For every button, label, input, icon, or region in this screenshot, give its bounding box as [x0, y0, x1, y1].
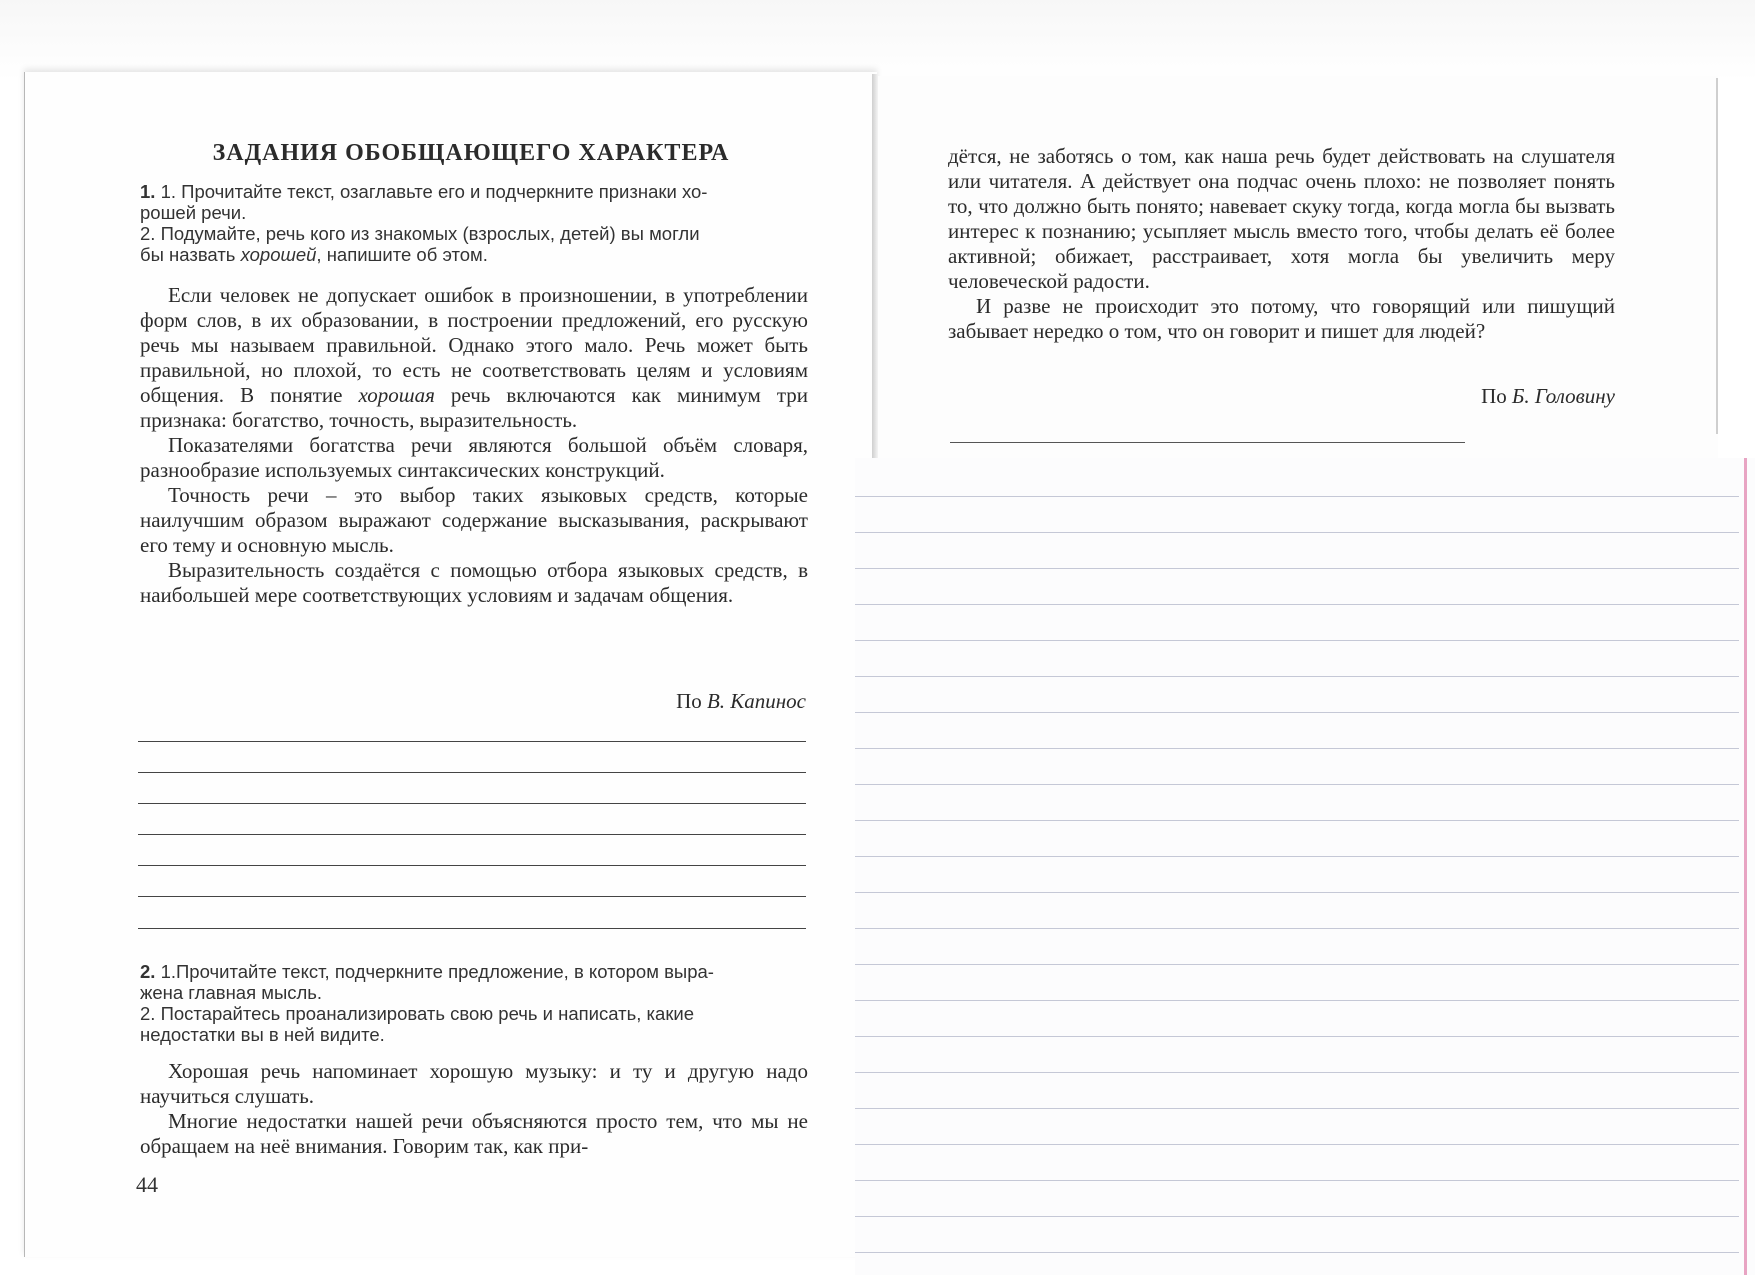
notebook-line	[855, 640, 1739, 641]
answer-line[interactable]	[138, 772, 806, 773]
notebook-line	[855, 820, 1739, 821]
notebook-line	[855, 496, 1739, 497]
section-heading: ЗАДАНИЯ ОБОБЩАЮЩЕГО ХАРАКТЕРА	[212, 140, 730, 166]
task-2-number: 2.	[140, 961, 156, 982]
continuation-paragraph: дётся, не заботясь о том, как наша речь будет действовать на слушателя или читателя. А действует она подчас очень плохо: не позволяет понять то, что должно быть понято; навевает скуку тогда, когда могла бы вызвать интерес к познанию; усыпляет мысль вместо того, чтобы делать её более активной; обижает, расстраивает, хотя могла бы увеличить меру человеческой радости.	[948, 144, 1615, 293]
task-2-line: недостатки вы в ней видите.	[140, 1024, 385, 1045]
notebook-line	[855, 1072, 1739, 1073]
notebook-line	[855, 856, 1739, 857]
task-1-line: 1. Прочитайте текст, озаглавьте его и подчеркните признаки хо-	[160, 181, 708, 202]
task-1-instructions	[140, 181, 808, 265]
task-1-italic-word: хорошей	[240, 244, 317, 265]
notebook-line	[855, 784, 1739, 785]
task-1-number: 1.	[140, 181, 156, 202]
notebook-line	[855, 964, 1739, 965]
notebook-line	[855, 1180, 1739, 1181]
task-2-line: жена главная мысль.	[140, 982, 323, 1003]
text-1	[140, 283, 808, 608]
notebook-line	[855, 748, 1739, 749]
task-1-line: рошей речи.	[140, 202, 247, 223]
author-1-name: В. Капинос	[706, 689, 806, 713]
continuation-paragraph: И разве не происходит это потому, что говорящий или пишущий забывает нередко о том, что он говорит и пишет для людей?	[948, 294, 1615, 343]
scan-background	[0, 0, 1755, 80]
answer-line[interactable]	[138, 865, 806, 866]
notebook-line	[855, 1216, 1739, 1217]
text-1-paragraph: Выразительность создаётся с помощью отбора языковых средств, в наибольшей мере соответствующих условиям и задачам общения.	[140, 558, 808, 607]
answer-line[interactable]	[138, 928, 806, 929]
notebook-line	[855, 1144, 1739, 1145]
italic-term: хорошая	[358, 383, 435, 407]
text-1-paragraph: Если человек не допускает ошибок в произношении, в употреблении форм слов, в их образовании, в построении предложений, его русскую речь мы называем правильной. Однако этого мало. Речь может быть правильной, но плохой, то есть не соответствовать целям и условиям общения. В понятие хорошая речь включаются как минимум три признака: богатство, точность, выразительность.	[140, 283, 808, 432]
answer-line[interactable]	[138, 896, 806, 897]
answer-line[interactable]	[950, 442, 1465, 443]
notebook-line	[855, 1252, 1739, 1253]
answer-line[interactable]	[138, 803, 806, 804]
text-2-paragraph: Многие недостатки нашей речи объясняются просто тем, что мы не обращаем на неё внимания. Говорим так, как при-	[140, 1109, 808, 1158]
notebook-line	[855, 676, 1739, 677]
text-2	[140, 1059, 808, 1159]
answer-line[interactable]	[138, 834, 806, 835]
task-2-line: 2. Постарайтесь проанализировать свою речь и написать, какие	[140, 1003, 695, 1024]
notebook-line	[855, 568, 1739, 569]
notebook-line	[855, 604, 1739, 605]
page-number: 44	[136, 1172, 158, 1197]
notebook-line	[855, 712, 1739, 713]
notebook-line	[855, 532, 1739, 533]
task-1-line: , напишите об этом.	[316, 244, 488, 265]
notebook-line	[855, 1036, 1739, 1037]
task-2-line: 1.Прочитайте текст, подчеркните предложение, в котором выра-	[160, 961, 714, 982]
author-1: По В. Капинос	[676, 689, 806, 713]
author-2-name: Б. Головину	[1512, 384, 1615, 408]
text-2-continuation	[948, 144, 1615, 344]
author-2: По Б. Головину	[1481, 384, 1615, 408]
notebook-line	[855, 1108, 1739, 1109]
text-1-paragraph: Показателями богатства речи являются большой объём словаря, разнообразие используемых синтаксических конструкций.	[140, 433, 808, 482]
notebook-margin-line	[1744, 458, 1747, 1275]
task-1-line: 2. Подумайте, речь кого из знакомых (взрослых, детей) вы могли	[140, 223, 700, 244]
text-2-paragraph: Хорошая речь напоминает хорошую музыку: и ту и другую надо научиться слушать.	[140, 1059, 808, 1108]
task-1-line: бы назвать	[140, 244, 241, 265]
task-2-instructions	[140, 961, 808, 1045]
notebook-line	[855, 1000, 1739, 1001]
page-edge	[1716, 78, 1718, 434]
lined-notebook-sheet	[855, 458, 1755, 1275]
answer-line[interactable]	[138, 741, 806, 742]
notebook-line	[855, 892, 1739, 893]
text-1-paragraph: Точность речи – это выбор таких языковых средств, которые наилучшим образом выражают содержание высказывания, раскрывают его тему и основную мысль.	[140, 483, 808, 557]
notebook-line	[855, 928, 1739, 929]
